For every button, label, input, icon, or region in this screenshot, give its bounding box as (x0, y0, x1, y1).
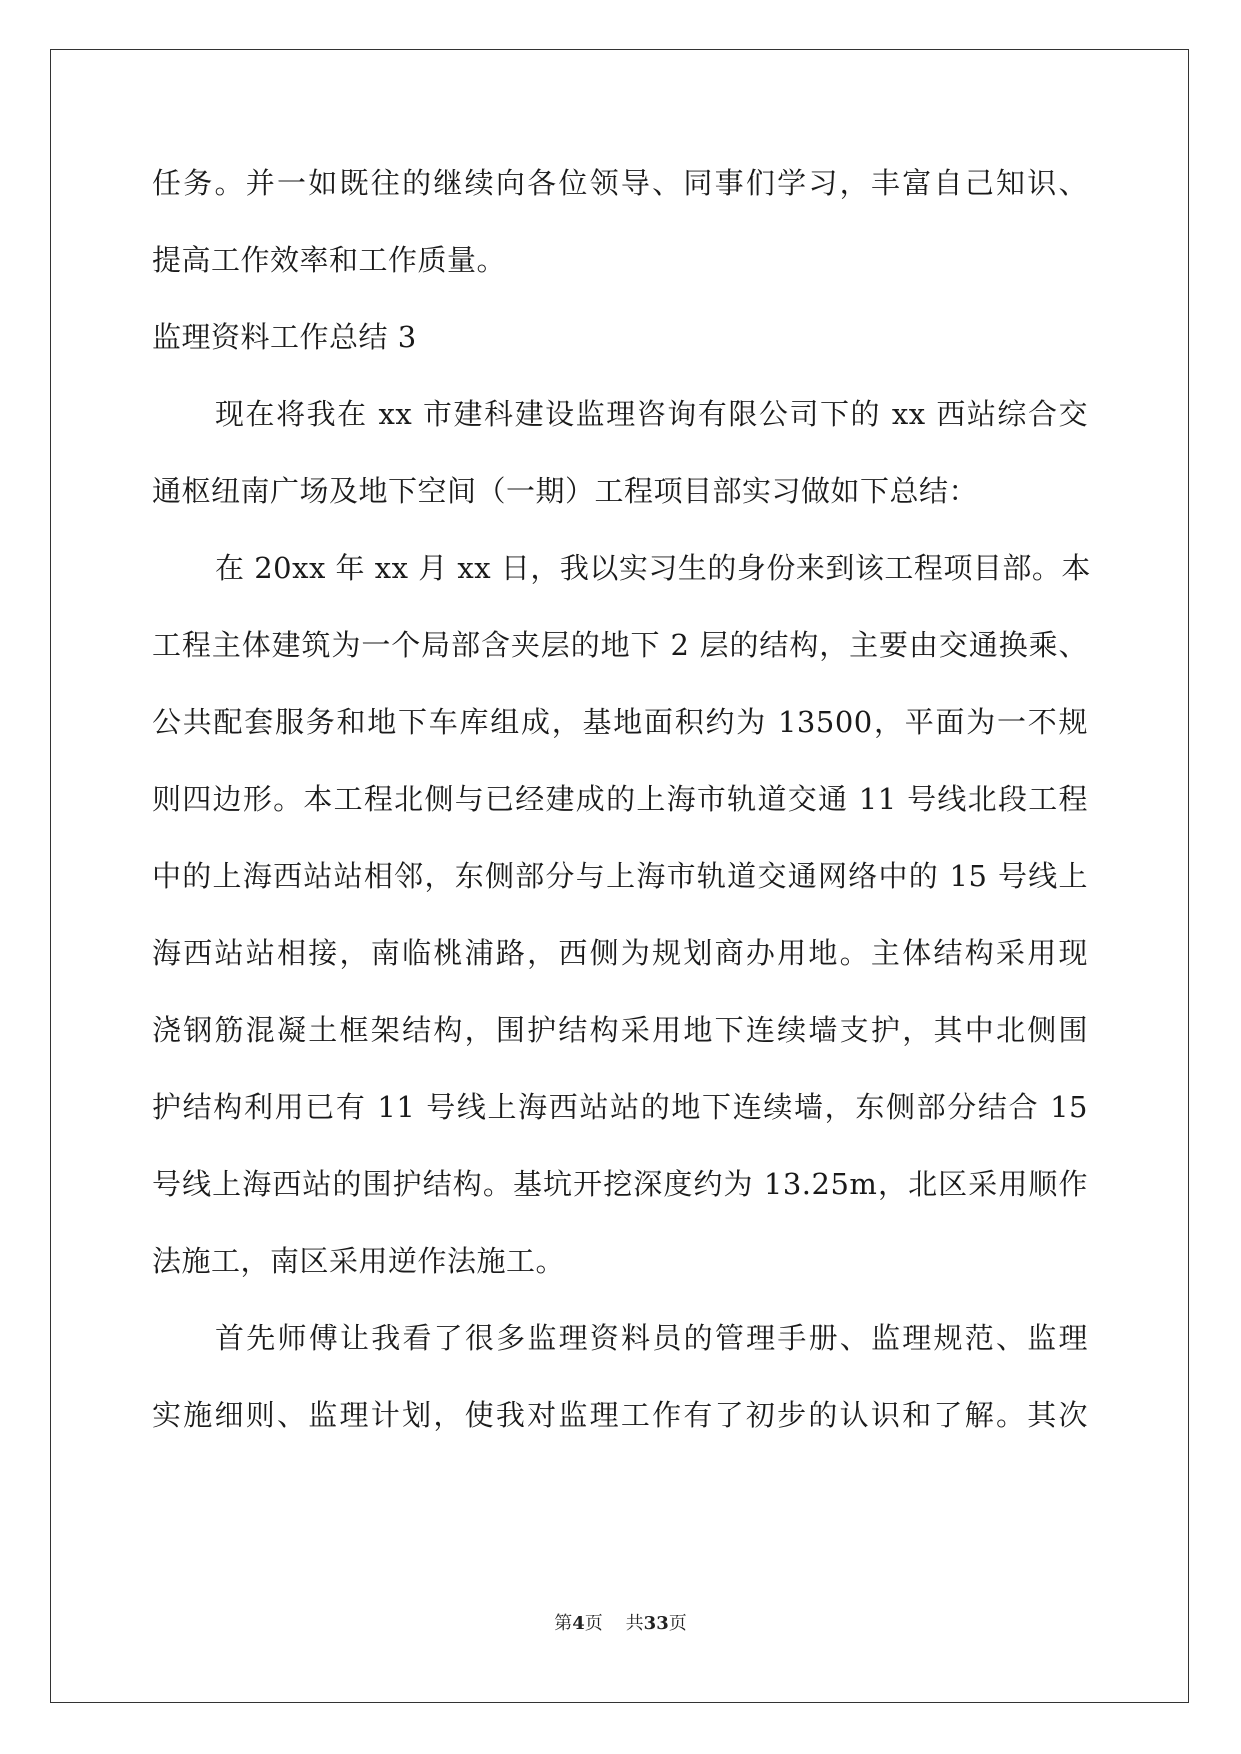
page-number: 4 (572, 1613, 585, 1634)
footer-page-suffix: 页 (584, 1613, 603, 1634)
text-line: 提高工作效率和工作质量。 (152, 243, 507, 277)
text-line: 公共配套服务和地下车库组成，基地面积约为 13500，平面为一不规 (152, 705, 1088, 739)
text-line: 法施工，南区采用逆作法施工。 (152, 1244, 566, 1278)
text-line: 工程主体建筑为一个局部含夹层的地下 2 层的结构，主要由交通换乘、 (152, 628, 1088, 662)
footer-total-prefix: 共 (625, 1613, 644, 1634)
footer-prefix: 第 (554, 1613, 573, 1634)
text-line: 中的上海西站站相邻，东侧部分与上海市轨道交通网络中的 15 号线上 (152, 859, 1088, 893)
text-line: 护结构利用已有 11 号线上海西站站的地下连续墙，东侧部分结合 15 (152, 1090, 1088, 1124)
text-line: 则四边形。本工程北侧与已经建成的上海市轨道交通 11 号线北段工程 (152, 782, 1088, 816)
text-line: 海西站站相接，南临桃浦路，西侧为规划商办用地。主体结构采用现 (152, 936, 1088, 970)
text-line: 浇钢筋混凝土框架结构，围护结构采用地下连续墙支护，其中北侧围 (152, 1013, 1088, 1047)
text-line: 实施细则、监理计划，使我对监理工作有了初步的认识和了解。其次 (152, 1398, 1088, 1432)
total-pages: 33 (643, 1613, 669, 1634)
footer-total-suffix: 页 (668, 1613, 687, 1634)
text-line: 号线上海西站的围护结构。基坑开挖深度约为 13.25m，北区采用顺作 (152, 1167, 1088, 1201)
text-line: 通枢纽南广场及地下空间（一期）工程项目部实习做如下总结： (152, 474, 979, 508)
text-line: 任务。并一如既往的继续向各位领导、同事们学习，丰富自己知识、 (152, 166, 1088, 200)
section-heading: 监理资料工作总结 3 (152, 320, 417, 354)
text-line: 在 20xx 年 xx 月 xx 日，我以实习生的身份来到该工程项目部。本 (215, 551, 1091, 585)
page-footer (0, 1612, 1241, 1636)
text-line: 首先师傅让我看了很多监理资料员的管理手册、监理规范、监理 (215, 1321, 1088, 1355)
text-line: 现在将我在 xx 市建科建设监理咨询有限公司下的 xx 西站综合交 (215, 397, 1088, 431)
